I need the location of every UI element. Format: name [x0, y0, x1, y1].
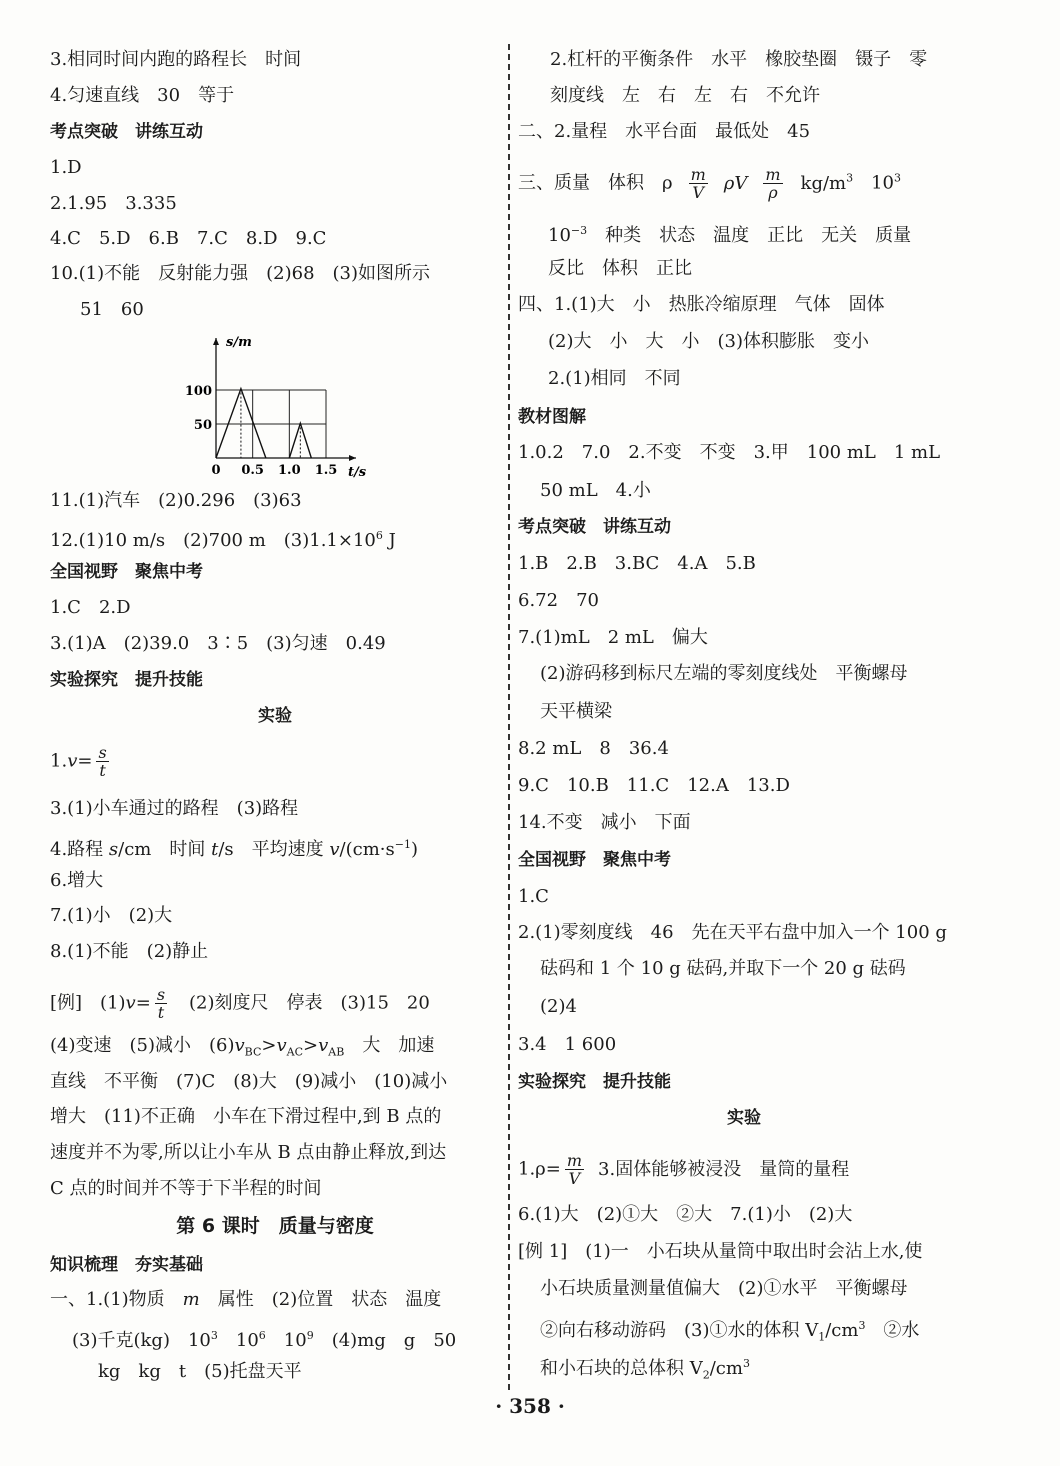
subscript: 2: [702, 1368, 710, 1382]
x-tick-label: 1.5: [314, 463, 338, 478]
answer-line: 8.2 mL 8 36.4: [518, 738, 669, 759]
answer-line: 四、1.(1)大 小 热胀冷缩原理 气体 固体: [518, 294, 885, 315]
text: ): [410, 839, 418, 860]
answer-line: 2.1.95 3.335: [50, 193, 177, 214]
numerator: s: [156, 985, 166, 1004]
answer-line: 3.相同时间内跑的路程长 时间: [50, 49, 302, 70]
symbol: v: [67, 750, 78, 772]
answer-line: 14.不变 减小 下面: [518, 812, 691, 833]
text: =: [77, 750, 93, 772]
symbol: v: [329, 839, 340, 860]
section-heading: 考点突破 讲练互动: [518, 517, 671, 537]
text: 3.固体能够被浸没 量筒的量程: [598, 1158, 850, 1180]
section-heading: 实验探究 提升技能: [50, 670, 203, 690]
text: 10: [217, 1330, 259, 1351]
denominator: t: [99, 761, 106, 780]
answer-line: [540, 1352, 750, 1388]
y-axis-label: s/m: [226, 335, 252, 350]
text: 10: [853, 172, 894, 194]
answer-line: [50, 524, 396, 553]
answer-line: 1.B 2.B 3.BC 4.A 5.B: [518, 553, 756, 574]
answer-line: 速度并不为零,所以让小车从 B 点由静止释放,到达: [50, 1142, 447, 1163]
denominator: V: [568, 1169, 581, 1188]
fraction: [96, 744, 108, 779]
lesson-title: 第 6 课时 质量与密度: [176, 1215, 374, 1237]
text: =: [135, 992, 151, 1014]
subscript: AC: [286, 1045, 304, 1059]
subscript: 1: [818, 1330, 826, 1344]
answer-line: 1.D: [50, 157, 82, 178]
y-axis-arrow: [213, 338, 219, 345]
answer-line: 2.杠杆的平衡条件 水平 橡胶垫圈 镊子 零: [550, 49, 928, 70]
superscript: 9: [306, 1329, 314, 1342]
text: >: [303, 1035, 319, 1056]
x-axis-arrow: [349, 455, 356, 461]
subsection-title: 实验: [727, 1108, 761, 1128]
text: 大 加速: [344, 1035, 435, 1056]
symbol: v: [234, 1035, 245, 1056]
answer-line: 51 60: [80, 299, 144, 320]
text: 10: [265, 1330, 307, 1351]
text: (4)变速 (5)减小 (6): [50, 1035, 235, 1056]
subsection-title: 实验: [258, 706, 292, 726]
answer-line: 2.(1)零刻度线 46 先在天平右盘中加入一个 100 g: [518, 922, 947, 943]
fraction: [155, 986, 167, 1021]
answer-line: 直线 不平衡 (7)C (8)大 (9)减小 (10)减小: [50, 1071, 448, 1092]
x-tick-label: 0: [211, 463, 221, 478]
answer-line: kg kg t (5)托盘天平: [98, 1361, 302, 1382]
answer-line: 10.(1)不能 反射能力强 (2)68 (3)如图所示: [50, 263, 431, 284]
text: /cm: [709, 1358, 743, 1379]
numerator: m: [690, 165, 706, 184]
superscript: −3: [570, 224, 588, 237]
denominator: ρ: [768, 183, 778, 202]
answer-line: 6.72 70: [518, 590, 599, 611]
answer-line: 2.(1)相同 不同: [548, 368, 681, 389]
answer-line: [50, 744, 113, 779]
answer-line: 4.C 5.D 6.B 7.C 8.D 9.C: [50, 228, 327, 249]
text: 和小石块的总体积 V: [540, 1358, 703, 1379]
answer-line: 小石块质量测量值偏大 (2)①水平 平衡螺母: [540, 1278, 908, 1299]
x-axis-label: t/s: [348, 465, 367, 480]
text: [例] (1): [50, 992, 126, 1014]
x-tick-label: 0.5: [241, 463, 264, 478]
text: /cm: [825, 1320, 859, 1341]
symbol: s: [108, 839, 119, 860]
answer-line: 9.C 10.B 11.C 12.A 13.D: [518, 775, 790, 796]
answer-line: 6.增大: [50, 870, 104, 891]
symbol: m: [182, 1289, 200, 1310]
symbol: v: [125, 992, 136, 1014]
text: J: [382, 530, 396, 551]
answer-line: 1.C: [518, 886, 549, 907]
answer-line: 7.(1)小 (2)大: [50, 905, 173, 926]
answer-line: C 点的时间并不等于下半程的时间: [50, 1178, 322, 1199]
answer-line: 50 mL 4.小: [540, 480, 651, 501]
y-tick-label: 50: [193, 418, 212, 433]
answer-line: 天平横梁: [540, 701, 612, 722]
answer-line: (2)4: [540, 996, 577, 1017]
text: 属性 (2)位置 状态 温度: [199, 1289, 442, 1310]
answer-line: 11.(1)汽车 (2)0.296 (3)63: [50, 490, 302, 511]
answer-line: [例 1] (1)一 小石块从量筒中取出时会沾上水,使: [518, 1241, 923, 1262]
answer-line: [72, 1324, 456, 1353]
answer-line: [518, 166, 901, 201]
symbol: ρV: [723, 172, 748, 194]
text: 1.ρ=: [518, 1158, 561, 1180]
text: >: [261, 1035, 277, 1056]
answer-line: [518, 1152, 849, 1187]
answer-line: 6.(1)大 (2)①大 ②大 7.(1)小 (2)大: [518, 1204, 853, 1225]
section-heading: 全国视野 聚焦中考: [518, 850, 671, 870]
answer-line: [50, 833, 418, 862]
answer-line: 刻度线 左 右 左 右 不允许: [550, 85, 820, 106]
text: (2)刻度尺 停表 (3)15 20: [171, 992, 430, 1014]
superscript: 6: [375, 529, 383, 542]
symbol: v: [318, 1035, 329, 1056]
answer-line: (2)大 小 大 小 (3)体积膨胀 变小: [548, 331, 869, 352]
superscript: 3: [742, 1357, 750, 1370]
text: 4.路程: [50, 839, 109, 860]
answer-line: 增大 (11)不正确 小车在下滑过程中,到 B 点的: [50, 1106, 442, 1127]
symbol: v: [276, 1035, 287, 1056]
answer-line: [548, 219, 911, 248]
text: (3)千克(kg) 10: [72, 1330, 211, 1351]
y-tick-label: 100: [184, 384, 212, 399]
section-heading: 教材图解: [518, 407, 586, 427]
text: 三、质量 体积 ρ: [518, 172, 673, 194]
answer-line: 反比 体积 正比: [548, 258, 692, 279]
answer-line: (2)游码移到标尺左端的零刻度线处 平衡螺母: [540, 663, 908, 684]
text: ②向右移动游码 (3)①水的体积 V: [540, 1320, 819, 1341]
text: 10: [548, 225, 571, 246]
fraction: [565, 1152, 584, 1187]
answer-line: [50, 1288, 441, 1312]
fraction: [689, 166, 708, 201]
answer-line: 1.0.2 7.0 2.不变 不变 3.甲 100 mL 1 mL: [518, 442, 941, 463]
page-number: · 358 ·: [495, 1394, 565, 1418]
answer-line: 二、2.量程 水平台面 最低处 45: [518, 121, 811, 142]
x-tick-label: 1.0: [278, 463, 301, 478]
superscript: 3: [858, 1319, 866, 1332]
text: /(cm·s: [339, 839, 395, 860]
answer-line: 1.C 2.D: [50, 597, 131, 618]
answer-line: 3.4 1 600: [518, 1034, 617, 1055]
answer-line: 3.(1)A (2)39.0 3∶5 (3)匀速 0.49: [50, 633, 386, 654]
denominator: V: [692, 183, 704, 202]
text: 种类 状态 温度 正比 无关 质量: [587, 225, 912, 246]
text: /cm 时间: [118, 839, 212, 860]
answer-line: 3.(1)小车通过的路程 (3)路程: [50, 798, 299, 819]
answer-line: 砝码和 1 个 10 g 砝码,并取下一个 20 g 砝码: [540, 958, 906, 979]
section-heading: 实验探究 提升技能: [518, 1072, 671, 1092]
numerator: m: [765, 165, 781, 184]
section-heading: 知识梳理 夯实基础: [50, 1255, 203, 1275]
answer-line: [50, 986, 430, 1021]
text: (4)mg g 50: [313, 1330, 457, 1351]
column-divider: [508, 44, 510, 1390]
superscript: −1: [394, 838, 411, 851]
subscript: AB: [328, 1045, 345, 1059]
denominator: t: [157, 1003, 165, 1022]
superscript: 3: [846, 171, 854, 185]
distance-time-chart: [160, 330, 400, 480]
numerator: s: [98, 743, 107, 762]
superscript: 6: [258, 1329, 266, 1342]
superscript: 3: [894, 171, 901, 185]
text: 12.(1)10 m/s (2)700 m (3)1.1×10: [50, 530, 376, 551]
numerator: m: [566, 1151, 583, 1170]
series-line: [216, 389, 266, 458]
text: 一、1.(1)物质: [50, 1289, 183, 1310]
answer-line: 8.(1)不能 (2)静止: [50, 941, 209, 962]
subscript: BC: [244, 1045, 262, 1059]
text: kg/m: [800, 172, 847, 194]
text: /s 平均速度: [218, 839, 330, 860]
superscript: 3: [210, 1329, 218, 1342]
symbol: t: [211, 839, 219, 860]
text: ②水: [865, 1320, 920, 1341]
section-heading: 全国视野 聚焦中考: [50, 562, 203, 582]
answer-line: [50, 1034, 434, 1065]
fraction: [763, 166, 782, 201]
answer-line: 4.匀速直线 30 等于: [50, 85, 235, 106]
answer-line: 7.(1)mL 2 mL 偏大: [518, 627, 708, 648]
answer-line: [540, 1314, 919, 1350]
text: 1.: [50, 750, 68, 772]
section-heading: 考点突破 讲练互动: [50, 122, 203, 142]
